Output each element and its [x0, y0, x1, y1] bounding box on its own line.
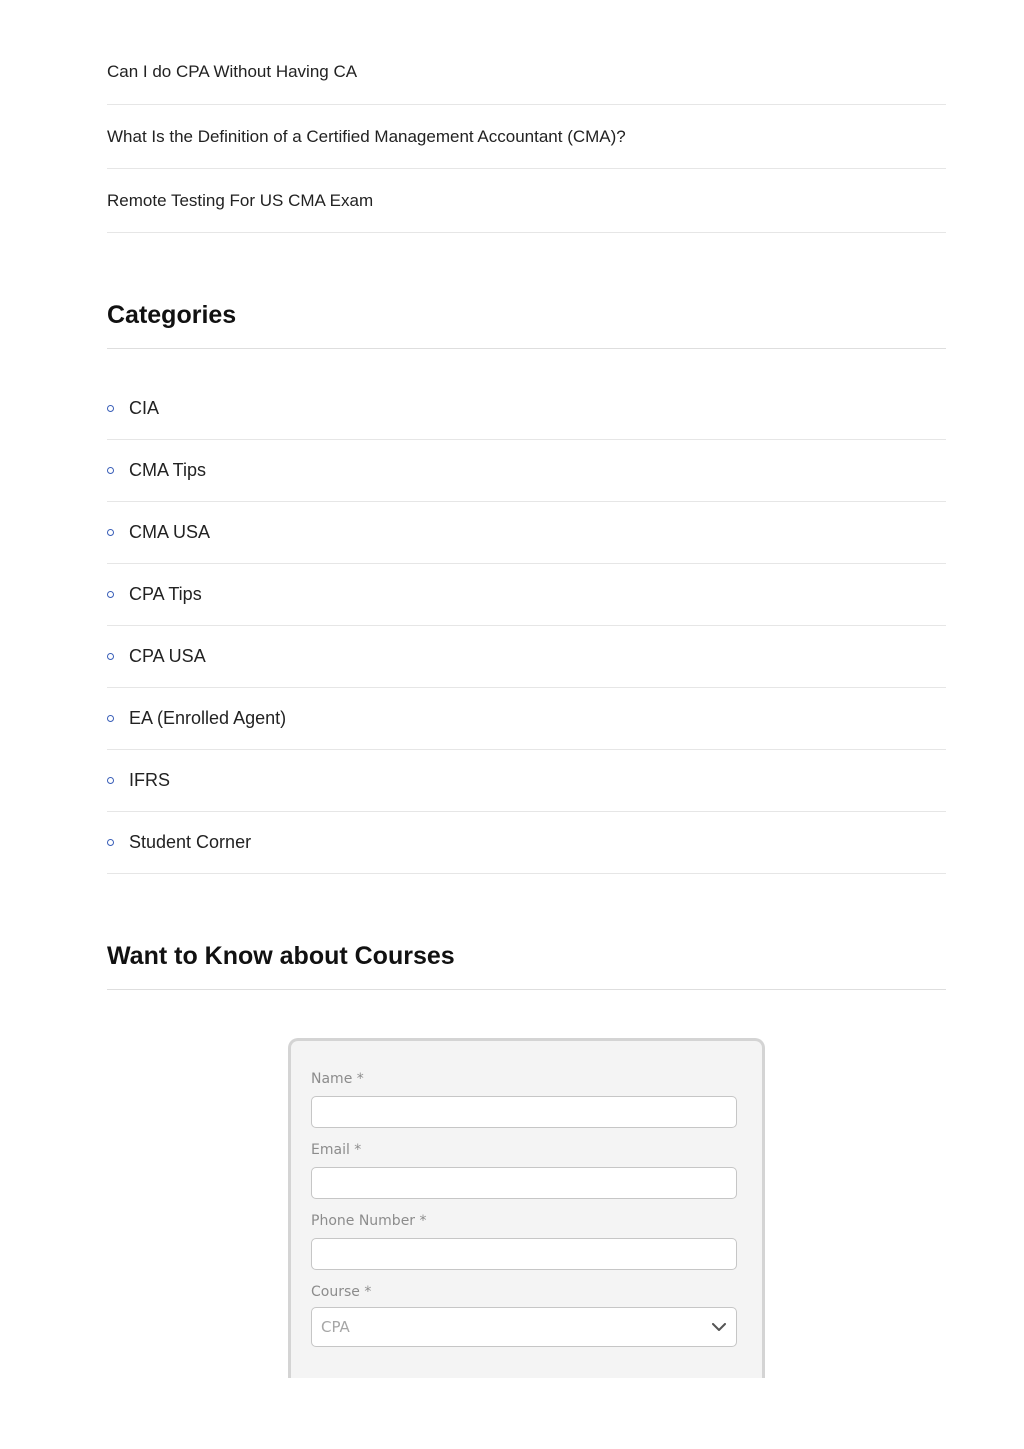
circle-bullet-icon — [107, 467, 114, 474]
category-label: CPA Tips — [129, 584, 202, 604]
circle-bullet-icon — [107, 405, 114, 412]
category-label: CMA USA — [129, 522, 211, 542]
courses-heading: Want to Know about Courses — [107, 942, 946, 990]
course-select[interactable] — [311, 1307, 737, 1347]
category-item[interactable] — [107, 440, 946, 502]
category-label: CIA — [129, 398, 160, 418]
category-label: Student Corner — [129, 832, 252, 852]
category-label: CPA USA — [129, 646, 206, 666]
course-label: Course * — [311, 1284, 372, 1300]
email-field[interactable] — [311, 1167, 737, 1199]
circle-bullet-icon — [107, 777, 114, 784]
category-item[interactable] — [107, 688, 946, 750]
circle-bullet-icon — [107, 839, 114, 846]
category-label: CMA Tips — [129, 460, 207, 480]
chevron-down-icon — [711, 1319, 727, 1335]
category-label: IFRS — [129, 770, 171, 790]
phone-field[interactable] — [311, 1238, 737, 1270]
category-item[interactable] — [107, 812, 946, 874]
course-enquiry-form — [288, 1038, 765, 1378]
recent-post-link[interactable]: Can I do CPA Without Having CA — [107, 0, 946, 105]
category-item[interactable] — [107, 564, 946, 626]
category-item[interactable] — [107, 750, 946, 812]
circle-bullet-icon — [107, 653, 114, 660]
email-label: Email * — [311, 1142, 362, 1158]
recent-posts-list — [107, 0, 946, 233]
category-item[interactable] — [107, 378, 946, 440]
circle-bullet-icon — [107, 591, 114, 598]
recent-post-link[interactable]: What Is the Definition of a Certified Management Accountant (CMA)? — [107, 105, 946, 169]
circle-bullet-icon — [107, 715, 114, 722]
name-field[interactable] — [311, 1096, 737, 1128]
sidebar-content — [107, 0, 946, 990]
categories-heading: Categories — [107, 301, 946, 349]
category-item[interactable] — [107, 626, 946, 688]
category-label: EA (Enrolled Agent) — [129, 708, 287, 728]
category-item[interactable] — [107, 502, 946, 564]
recent-post-link[interactable]: Remote Testing For US CMA Exam — [107, 169, 946, 233]
course-select-value: CPA — [321, 1318, 350, 1336]
name-label: Name * — [311, 1071, 364, 1087]
categories-list — [107, 378, 946, 874]
circle-bullet-icon — [107, 529, 114, 536]
phone-label: Phone Number * — [311, 1213, 427, 1229]
